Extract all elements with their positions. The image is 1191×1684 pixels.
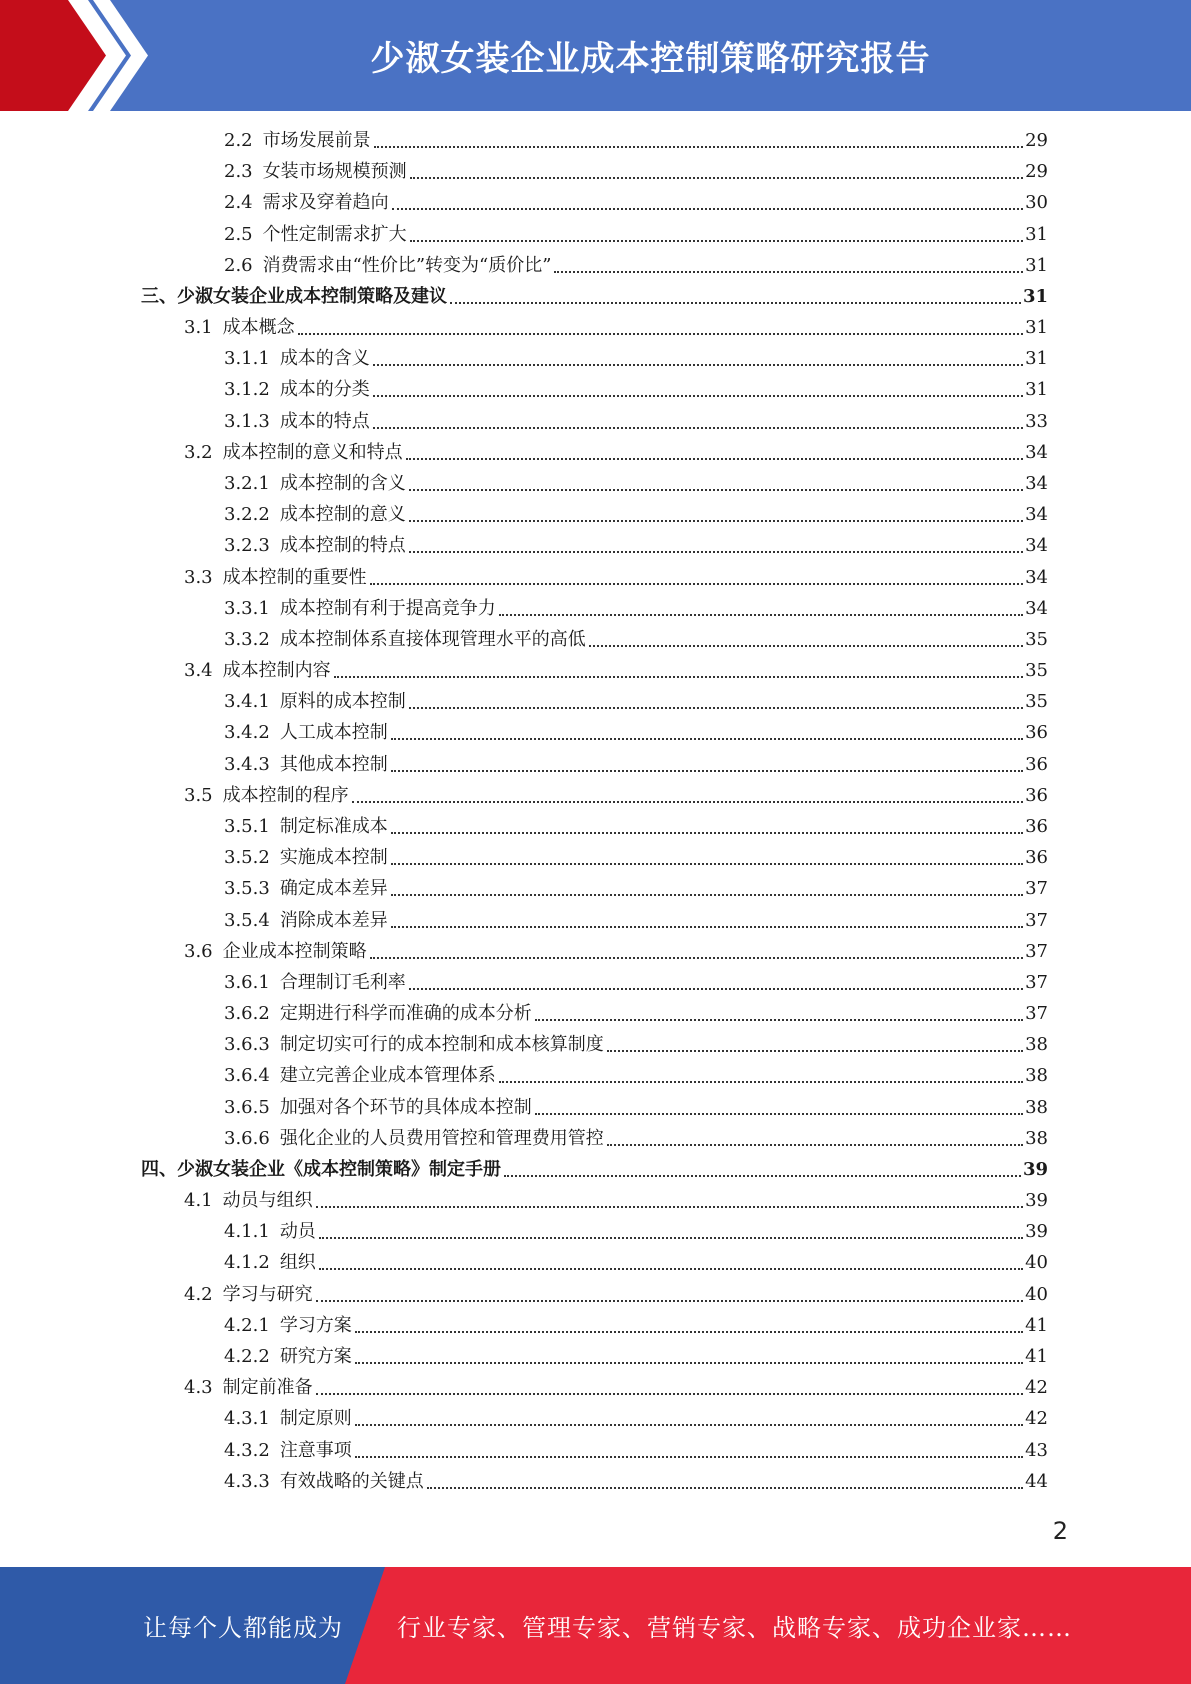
toc-entry-title: 加强对各个环节的具体成本控制 [279, 1096, 532, 1118]
toc-entry-title: 成本控制的意义 [279, 504, 406, 526]
toc-entry-title: 消费需求由“性价比”转变为“质价比” [262, 254, 552, 276]
toc-entry-page: 43 [1025, 1439, 1048, 1461]
toc-entry-number: 3.1.2 [224, 379, 270, 401]
toc-dot-leader [391, 738, 1023, 740]
toc-entry-number: 4.3.2 [224, 1439, 270, 1461]
toc-entry-title: 研究方案 [279, 1346, 352, 1368]
toc-entry-number: 3.6.1 [224, 971, 270, 993]
toc-entry[interactable] [224, 875, 1048, 903]
toc-entry-page: 34 [1025, 535, 1048, 557]
toc-entry-page: 36 [1025, 784, 1048, 806]
toc-dot-leader [406, 458, 1023, 460]
toc-entry[interactable] [224, 1031, 1048, 1059]
toc-entry[interactable] [224, 907, 1048, 935]
toc-entry-page: 39 [1025, 1190, 1048, 1212]
toc-dot-leader [370, 957, 1023, 959]
toc-entry[interactable] [224, 844, 1048, 872]
toc-dot-leader [319, 1268, 1023, 1270]
toc-entry-number: 3.5 [184, 784, 213, 806]
toc-entry-number: 3.2.1 [224, 472, 270, 494]
toc-dot-leader [355, 1362, 1023, 1364]
toc-entry-page: 36 [1025, 847, 1048, 869]
toc-dot-leader [374, 146, 1023, 148]
toc-entry-number: 3.6.5 [224, 1096, 270, 1118]
toc-dot-leader [298, 333, 1023, 335]
toc-entry[interactable] [224, 127, 1048, 155]
toc-entry[interactable] [224, 595, 1048, 623]
toc-entry[interactable] [224, 1125, 1048, 1153]
toc-entry-title: 组织 [279, 1252, 316, 1274]
toc-entry[interactable] [224, 158, 1048, 186]
toc-entry-title: 动员与组织 [222, 1190, 313, 1212]
toc-dot-leader [373, 364, 1023, 366]
toc-entry[interactable] [224, 532, 1048, 560]
toc-entry-number: 3.3.2 [224, 628, 270, 650]
toc-entry-title: 少淑女装企业成本控制策略及建议 [177, 285, 447, 307]
toc-entry-title: 成本控制的程序 [222, 784, 349, 806]
toc-entry-page: 36 [1025, 815, 1048, 837]
toc-entry-title: 注意事项 [279, 1439, 352, 1461]
toc-entry-title: 成本控制体系直接体现管理水平的高低 [279, 628, 586, 650]
toc-entry-number: 3.4.3 [224, 753, 270, 775]
toc-entry-page: 29 [1025, 161, 1048, 183]
toc-dot-leader [391, 832, 1023, 834]
toc-dot-leader [427, 1487, 1023, 1489]
toc-entry-page: 30 [1025, 192, 1048, 214]
toc-entry[interactable] [224, 1062, 1048, 1090]
toc-entry-number: 4.2.1 [224, 1314, 270, 1336]
toc-dot-leader [316, 1300, 1023, 1302]
toc-entry-page: 39 [1025, 1221, 1048, 1243]
toc-entry-title: 市场发展前景 [262, 130, 371, 151]
toc-entry-page: 31 [1025, 348, 1048, 370]
toc-entry-page: 35 [1025, 691, 1048, 713]
toc-entry[interactable] [184, 439, 1048, 467]
toc-entry-page: 37 [1025, 940, 1048, 962]
toc-entry[interactable] [184, 564, 1048, 592]
toc-entry[interactable] [224, 1312, 1048, 1340]
toc-entry-page: 35 [1025, 660, 1048, 682]
toc-entry-number: 4.3.3 [224, 1470, 270, 1492]
toc-entry[interactable] [224, 1000, 1048, 1028]
toc-dot-leader [316, 1393, 1023, 1395]
toc-entry[interactable] [224, 501, 1048, 529]
toc-dot-leader [355, 1424, 1023, 1426]
toc-dot-leader [373, 427, 1023, 429]
toc-entry-page: 34 [1025, 472, 1048, 494]
toc-entry-number: 2.4 [224, 192, 253, 214]
toc-dot-leader [409, 489, 1023, 491]
toc-entry[interactable] [184, 657, 1048, 685]
toc-entry[interactable] [224, 345, 1048, 373]
toc-entry-title: 成本概念 [222, 317, 295, 339]
toc-entry[interactable] [141, 283, 1048, 311]
toc-entry-page: 37 [1025, 878, 1048, 900]
toc-entry-title: 原料的成本控制 [279, 691, 406, 713]
toc-entry-title: 成本控制有利于提高竞争力 [279, 597, 496, 619]
toc-entry[interactable] [224, 1249, 1048, 1277]
toc-dot-leader [391, 926, 1023, 928]
toc-dot-leader [391, 894, 1023, 896]
toc-dot-leader [355, 1331, 1023, 1333]
toc-entry-page: 38 [1025, 1065, 1048, 1087]
toc-entry[interactable] [224, 1437, 1048, 1465]
toc-entry[interactable] [224, 751, 1048, 779]
toc-entry[interactable] [224, 376, 1048, 404]
toc-entry-page: 37 [1025, 909, 1048, 931]
page-header [0, 0, 1191, 111]
toc-entry-number: 3.6 [184, 940, 213, 962]
toc-dot-leader [410, 177, 1023, 179]
toc-entry[interactable] [224, 252, 1048, 280]
toc-entry-page: 38 [1025, 1127, 1048, 1149]
toc-entry-title: 确定成本差异 [279, 878, 388, 900]
toc-dot-leader [450, 302, 1021, 304]
toc-entry-number: 3.3.1 [224, 597, 270, 619]
toc-entry-title: 实施成本控制 [279, 847, 388, 869]
toc-entry-number: 3.5.1 [224, 815, 270, 837]
toc-entry[interactable] [224, 1343, 1048, 1371]
toc-dot-leader [554, 271, 1023, 273]
toc-entry[interactable] [184, 782, 1048, 810]
toc-entry-title: 有效战略的关键点 [279, 1470, 424, 1492]
toc-entry[interactable] [141, 1156, 1048, 1184]
toc-entry-page: 41 [1025, 1314, 1048, 1336]
toc-dot-leader [316, 1206, 1023, 1208]
toc-entry[interactable] [224, 813, 1048, 841]
toc-entry-title: 学习与研究 [222, 1283, 313, 1305]
toc-entry-page: 34 [1025, 597, 1048, 619]
toc-entry-title: 人工成本控制 [279, 722, 388, 744]
toc-entry-number: 4.1 [184, 1190, 213, 1212]
toc-entry-number: 四、 [141, 1158, 177, 1180]
toc-entry-number: 3.1 [184, 317, 213, 339]
toc-entry-page: 34 [1025, 566, 1048, 588]
toc-entry[interactable] [224, 1218, 1048, 1246]
toc-dot-leader [535, 1019, 1023, 1021]
footer-slogan-left: 让每个人都能成为 [143, 1614, 343, 1642]
toc-dot-leader [370, 583, 1023, 585]
toc-entry-page: 34 [1025, 504, 1048, 526]
toc-entry-number: 4.3.1 [224, 1408, 270, 1430]
toc-entry-number: 4.1.1 [224, 1221, 270, 1243]
toc-entry-page: 36 [1025, 753, 1048, 775]
toc-entry-number: 3.6.3 [224, 1034, 270, 1056]
toc-entry-title: 其他成本控制 [279, 753, 388, 775]
toc-entry[interactable] [184, 1374, 1048, 1402]
toc-entry-number: 2.2 [224, 130, 253, 151]
toc-entry[interactable] [224, 189, 1048, 217]
toc-entry-title: 制定原则 [279, 1408, 352, 1430]
toc-dot-leader [373, 395, 1023, 397]
toc-entry-page: 42 [1025, 1377, 1048, 1399]
toc-entry-page: 40 [1025, 1252, 1048, 1274]
toc-entry-title: 成本控制的特点 [279, 535, 406, 557]
toc-entry-number: 4.1.2 [224, 1252, 270, 1274]
toc-dot-leader [589, 645, 1023, 647]
toc-entry-number: 4.3 [184, 1377, 213, 1399]
toc-entry-title: 制定标准成本 [279, 815, 388, 837]
toc-entry-title: 企业成本控制策略 [222, 940, 367, 962]
toc-entry-number: 3.6.6 [224, 1127, 270, 1149]
toc-entry-page: 40 [1025, 1283, 1048, 1305]
toc-entry-number: 3.5.2 [224, 847, 270, 869]
toc-entry-page: 41 [1025, 1346, 1048, 1368]
toc-dot-leader [355, 1456, 1023, 1458]
toc-entry-title: 学习方案 [279, 1314, 352, 1336]
toc-entry[interactable] [224, 221, 1048, 249]
toc-entry-page: 44 [1025, 1470, 1048, 1492]
toc-entry-title: 合理制订毛利率 [279, 971, 406, 993]
toc-entry[interactable] [224, 1405, 1048, 1433]
toc-entry-number: 3.1.1 [224, 348, 270, 370]
toc-dot-leader [409, 551, 1023, 553]
toc-entry-title: 成本的特点 [279, 410, 370, 432]
toc-entry-title: 成本控制的意义和特点 [222, 441, 403, 463]
toc-entry[interactable] [184, 314, 1048, 342]
toc-entry-page: 34 [1025, 441, 1048, 463]
toc-entry-title: 少淑女装企业《成本控制策略》制定手册 [177, 1158, 501, 1180]
toc-entry[interactable] [224, 470, 1048, 498]
toc-entry-number: 4.2.2 [224, 1346, 270, 1368]
toc-entry-page: 37 [1025, 971, 1048, 993]
toc-entry[interactable] [224, 1094, 1048, 1122]
toc-entry-title: 成本控制的重要性 [222, 566, 367, 588]
toc-dot-leader [409, 520, 1023, 522]
toc-dot-leader [504, 1175, 1021, 1177]
toc-entry-page: 31 [1025, 254, 1048, 276]
toc-entry-number: 3.4.2 [224, 722, 270, 744]
toc-dot-leader [607, 1050, 1023, 1052]
toc-entry[interactable] [184, 1281, 1048, 1309]
toc-entry-page: 33 [1025, 410, 1048, 432]
toc-entry-number: 3.5.4 [224, 909, 270, 931]
toc-entry-page: 29 [1025, 130, 1048, 151]
toc-entry-number: 3.3 [184, 566, 213, 588]
toc-entry[interactable] [224, 688, 1048, 716]
toc-entry-number: 3.2 [184, 441, 213, 463]
toc-entry-number: 三、 [141, 285, 177, 307]
toc-entry-page: 35 [1025, 628, 1048, 650]
toc-entry-number: 2.6 [224, 254, 253, 276]
toc-entry-number: 3.2.3 [224, 535, 270, 557]
toc-entry-number: 3.4 [184, 660, 213, 682]
footer-slogan-right: 行业专家、管理专家、营销专家、战略专家、成功企业家…… [397, 1614, 1072, 1642]
toc-entry-page: 42 [1025, 1408, 1048, 1430]
toc-entry[interactable] [224, 626, 1048, 654]
toc-dot-leader [392, 208, 1023, 210]
toc-entry-number: 3.4.1 [224, 691, 270, 713]
toc-entry[interactable] [184, 1187, 1048, 1215]
toc-entry-title: 个性定制需求扩大 [262, 223, 407, 245]
toc-entry-page: 31 [1025, 379, 1048, 401]
toc-dot-leader [319, 1237, 1023, 1239]
toc-entry[interactable] [224, 408, 1048, 436]
page-footer [0, 1567, 1191, 1684]
toc-entry-title: 制定切实可行的成本控制和成本核算制度 [279, 1034, 604, 1056]
toc-entry-title: 强化企业的人员费用管控和管理费用管控 [279, 1127, 604, 1149]
toc-dot-leader [409, 988, 1023, 990]
toc-entry-number: 3.2.2 [224, 504, 270, 526]
toc-entry-title: 成本的分类 [279, 379, 370, 401]
toc-entry-title: 动员 [279, 1221, 316, 1243]
toc-entry-title: 需求及穿着趋向 [262, 192, 389, 214]
toc-dot-leader [499, 614, 1023, 616]
toc-entry-title: 成本控制内容 [222, 660, 331, 682]
toc-entry-title: 建立完善企业成本管理体系 [279, 1065, 496, 1087]
toc-dot-leader [391, 770, 1023, 772]
toc-entry-number: 2.3 [224, 161, 253, 183]
toc-entry-title: 女装市场规模预测 [262, 161, 407, 183]
toc-entry-title: 成本控制的含义 [279, 472, 406, 494]
toc-entry-title: 制定前准备 [222, 1377, 313, 1399]
document-title: 少淑女装企业成本控制策略研究报告 [370, 39, 931, 79]
toc-entry-page: 39 [1022, 1158, 1048, 1180]
toc-entry-title: 定期进行科学而准确的成本分析 [279, 1003, 532, 1025]
toc-entry-number: 2.5 [224, 223, 253, 245]
toc-dot-leader [409, 707, 1023, 709]
toc-entry-page: 31 [1022, 285, 1048, 307]
toc-dot-leader [391, 863, 1023, 865]
toc-entry-number: 3.5.3 [224, 878, 270, 900]
toc-dot-leader [334, 676, 1023, 678]
toc-entry-page: 31 [1025, 223, 1048, 245]
toc-dot-leader [499, 1081, 1023, 1083]
toc-dot-leader [410, 240, 1023, 242]
toc-dot-leader [607, 1144, 1023, 1146]
toc-dot-leader [535, 1113, 1023, 1115]
toc-entry-title: 消除成本差异 [279, 909, 388, 931]
toc-entry-page: 38 [1025, 1096, 1048, 1118]
toc-entry-number: 3.1.3 [224, 410, 270, 432]
toc-entry-page: 36 [1025, 722, 1048, 744]
toc-entry-page: 37 [1025, 1003, 1048, 1025]
toc-entry-number: 4.2 [184, 1283, 213, 1305]
toc-dot-leader [352, 801, 1023, 803]
toc-entry[interactable] [224, 1468, 1048, 1496]
toc-entry-number: 3.6.4 [224, 1065, 270, 1087]
toc-entry-title: 成本的含义 [279, 348, 370, 370]
page-number: 2 [1052, 1517, 1068, 1545]
toc-entry-page: 38 [1025, 1034, 1048, 1056]
toc-entry[interactable] [184, 938, 1048, 966]
toc-entry[interactable] [224, 969, 1048, 997]
toc-entry-page: 31 [1025, 317, 1048, 339]
toc-entry-number: 3.6.2 [224, 1003, 270, 1025]
toc-entry[interactable] [224, 719, 1048, 747]
